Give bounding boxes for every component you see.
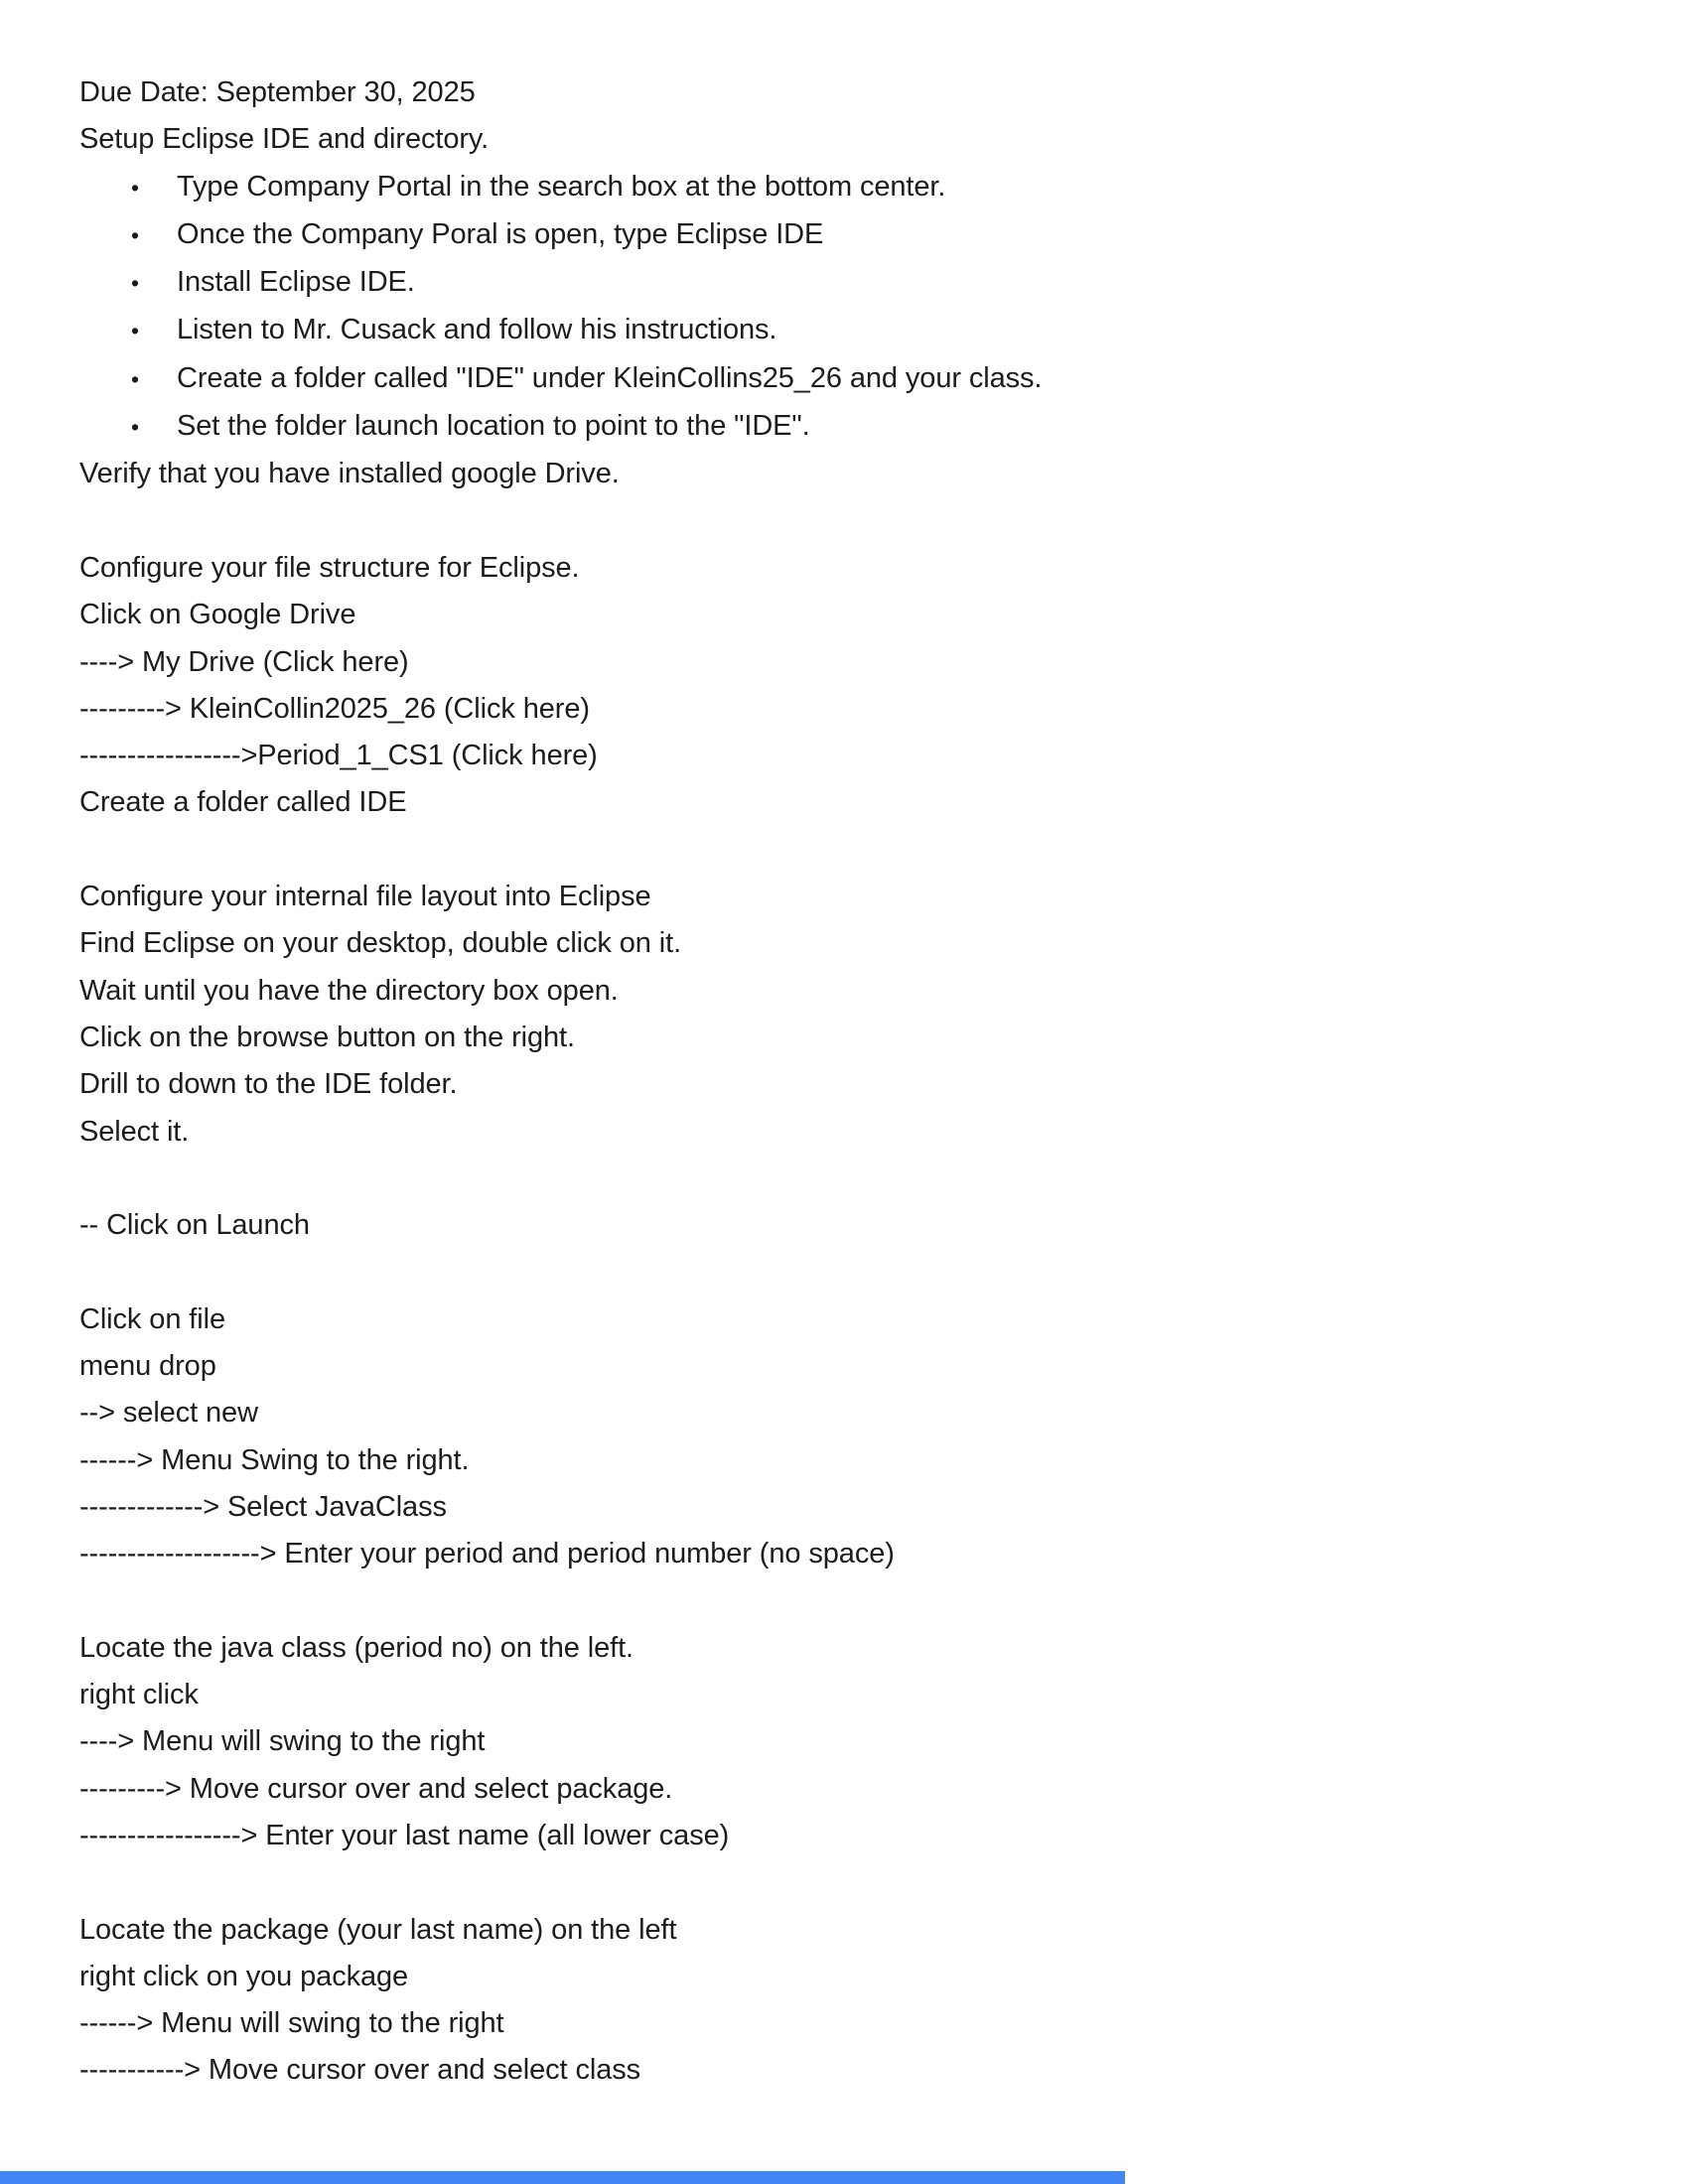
text-line: --> select new [79, 1397, 258, 1430]
text-line: ----> My Drive (Click here) [79, 645, 409, 678]
text-line: Click on Google Drive [79, 599, 356, 631]
blank-line [79, 498, 1638, 545]
text-line: ------> Menu Swing to the right. [79, 1443, 470, 1476]
text-line: right click [79, 1679, 199, 1711]
text-line: Find Eclipse on your desktop, double click on it. [79, 927, 682, 960]
text-line: Configure your file structure for Eclipse. [79, 551, 580, 584]
blank-line [79, 827, 1638, 874]
bullet-text: Create a folder called "IDE" under KleinCollins25_26 and your class. [177, 361, 1043, 394]
text-line: Locate the package (your last name) on the left [79, 1913, 677, 1946]
bullet-icon: • [131, 318, 139, 344]
text-line: Configure your internal file layout into Eclipse [79, 881, 651, 913]
text-line: -------------> Select JavaClass [79, 1490, 447, 1523]
bullet-item [79, 211, 1638, 259]
bullet-icon: • [131, 221, 139, 248]
bullet-text: Install Eclipse IDE. [177, 266, 415, 299]
document-body [79, 69, 1638, 2095]
text-line: ------> Menu will swing to the right [79, 2007, 504, 2040]
text-line: Drill to down to the IDE folder. [79, 1068, 458, 1101]
text-line: -----------> Move cursor over and select class [79, 2054, 641, 2087]
bullet-text: Type Company Portal in the search box at the bottom center. [177, 170, 946, 203]
text-line: Wait until you have the directory box open. [79, 974, 619, 1007]
bullet-text: Listen to Mr. Cusack and follow his instructions. [177, 314, 777, 346]
text-line: ---------> Move cursor over and select package. [79, 1772, 673, 1805]
bullet-text: Once the Company Poral is open, type Eclipse IDE [177, 217, 824, 250]
bullet-icon: • [131, 365, 139, 392]
bullet-icon: • [131, 414, 139, 441]
text-line: Click on the browse button on the right. [79, 1021, 575, 1053]
bullet-icon: • [131, 174, 139, 201]
bullet-icon: • [131, 270, 139, 297]
text-line: -----------------> Enter your last name (all lower case) [79, 1819, 730, 1851]
bullet-item [79, 164, 1638, 211]
text-line: Create a folder called IDE [79, 786, 407, 819]
text-line: -------------------> Enter your period and period number (no space) [79, 1538, 895, 1570]
text-line: Due Date: September 30, 2025 [79, 76, 476, 108]
text-line: ---------> KleinCollin2025_26 (Click here) [79, 692, 590, 725]
blank-line [79, 1578, 1638, 1625]
text-line: ----------------->Period_1_CS1 (Click here) [79, 740, 598, 772]
text-line: ----> Menu will swing to the right [79, 1725, 486, 1758]
blank-line [79, 1859, 1638, 1906]
bullet-item [79, 355, 1638, 403]
text-line: menu drop [79, 1350, 216, 1383]
text-line: -- Click on Launch [79, 1209, 310, 1242]
text-line: Select it. [79, 1115, 190, 1148]
partial-bottom-bar [0, 2171, 1125, 2184]
text-line: Setup Eclipse IDE and directory. [79, 123, 490, 156]
blank-line [79, 1156, 1638, 1202]
bullet-item [79, 403, 1638, 451]
bullet-item [79, 259, 1638, 307]
blank-line [79, 1249, 1638, 1296]
bullet-item [79, 307, 1638, 354]
text-line: Locate the java class (period no) on the left. [79, 1631, 634, 1664]
text-line: Click on file [79, 1302, 225, 1335]
bullet-text: Set the folder launch location to point to the "IDE". [177, 410, 810, 443]
text-line: right click on you package [79, 1960, 409, 1992]
text-line: Verify that you have installed google Drive. [79, 458, 620, 490]
